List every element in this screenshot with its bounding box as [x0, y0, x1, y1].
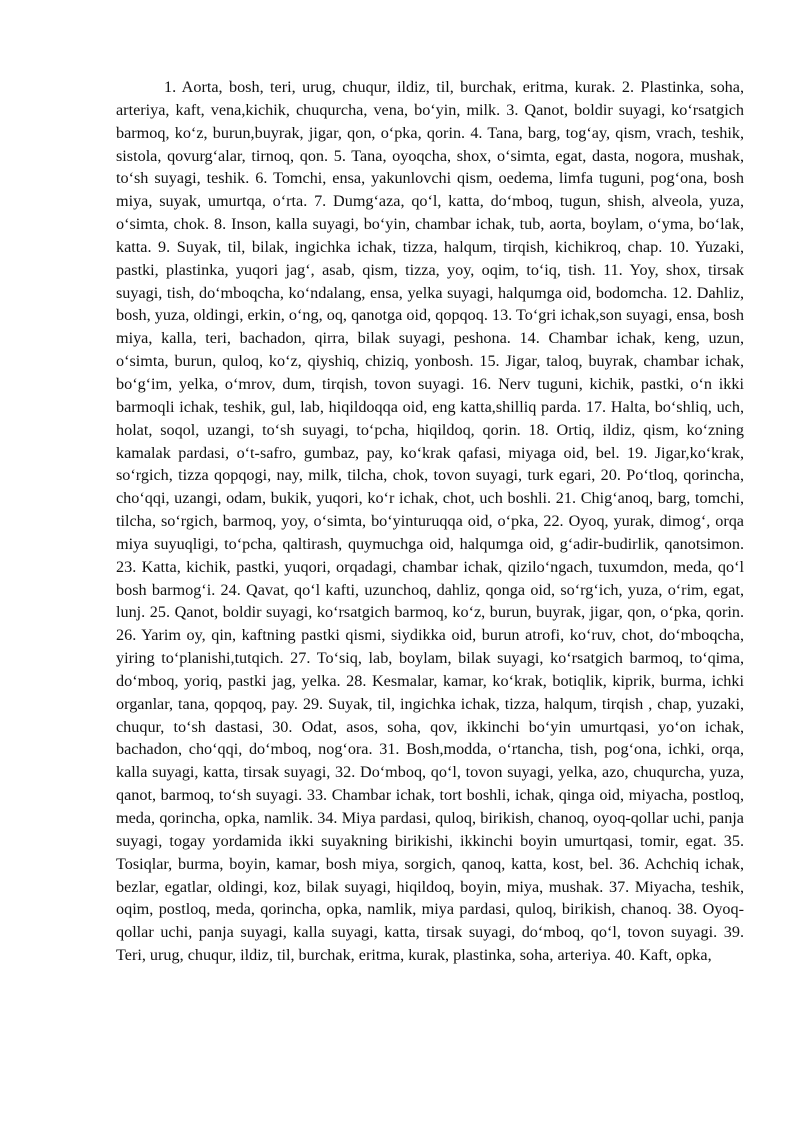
body-paragraph: 1. Aorta, bosh, teri, urug, chuqur, ildiz, til, burchak, eritma, kurak. 2. Plastinka, soha, arteriya, kaft, vena,kichik, chuqurcha, vena, bo‘yin, milk. 3. Qanot, boldir suyagi, ko‘rsatgich barmoq, ko‘z, burun,buyrak, jigar, qon, o‘pka, qorin. 4. Tana, barg, tog‘ay, qism, vrach, teshik, sistola, qovurg‘alar, tirnoq, qon. 5. Tana, oyoqcha, shox, o‘simta, egat, dasta, nogora, mushak, to‘sh suyagi, teshik. 6. Tomchi, ensa, yakunlovchi qism, oedema, limfa tuguni, pog‘ona, bosh miya, suyak, umurtqa, o‘rta. 7. Dumg‘aza, qo‘l, katta, do‘mboq, tugun, shish, alveola, yuza, o‘simta, chok. 8. Inson, kalla suyagi, bo‘yin, chambar ichak, tub, aorta, boylam, o‘yma, bo‘lak, katta. 9. Suyak, til, bilak, ingichka ichak, tizza, halqum, tirqish, kichikroq, chap. 10. Yuzaki, pastki, plastinka, yuqori jag‘, asab, qism, tizza, yoy, oqim, to‘iq, tish. 11. Yoy, shox, tirsak suyagi, tish, do‘mboqcha, ko‘ndalang, ensa, yelka suyagi, halqumga oid, bodomcha. 12. Dahliz, bosh, yuza, oldingi, erkin, o‘ng, oq, qanotga oid, qopqoq. 13. To‘gri ichak,son suyagi, ensa, bosh miya, kalla, teri, bachadon, qirra, bilak suyagi, peshona. 14. Chambar ichak, keng, uzun, o‘simta, burun, quloq, ko‘z, qiyshiq, chiziq, yonbosh. 15. Jigar, taloq, buyrak, chambar ichak, bo‘g‘im, yelka, o‘mrov, dum, tirqish, tovon suyagi. 16. Nerv tuguni, kichik, pastki, o‘n ikki barmoqli ichak, teshik, gul, lab, hiqildoqqa oid, eng katta,shilliq parda. 17. Halta, bo‘shliq, uch, holat, soqol, uzangi, to‘sh suyagi, to‘pcha, hiqildoq, qorin. 18. Ortiq, ildiz, qism, ko‘zning kamalak pardasi, o‘t-safro, gumbaz, pay, ko‘krak qafasi, miyaga oid, bel. 19. Jigar,ko‘krak, so‘rgich, tizza qopqogi, nay, milk, tilcha, chok, tovon suyagi, turk egari, 20. Po‘tloq, qorincha, cho‘qqi, uzangi, odam, bukik, yuqori, ko‘r ichak, chot, uch boshli. 21. Chig‘anoq, barg, tomchi, tilcha, so‘rgich, barmoq, yoy, o‘simta, bo‘yinturuqqa oid, o‘pka, 22. Oyoq, yurak, dimog‘, orqa miya suyuqligi, to‘pcha, qaltirash, quymuchga oid, halqumga oid, g‘adir-budirlik, qanotsimon. 23. Katta, kichik, pastki, yuqori, orqadagi, chambar ichak, qizilo‘ngach, tuxumdon, meda, qo‘l bosh barmog‘i. 24. Qavat, qo‘l kafti, uzunchoq, dahliz, qonga oid, so‘rg‘ich, yuza, o‘rim, egat, lunj. 25. Qanot, boldir suyagi, ko‘rsatgich barmoq, ko‘z, burun, buyrak, jigar, qon, o‘pka, qorin. 26. Yarim oy, qin, kaftning pastki qismi, siydikka oid, burun atrofi, ko‘ruv, chot, do‘mboqcha, yiring to‘planishi,tutqich. 27. To‘siq, lab, boylam, bilak suyagi, ko‘rsatgich barmoq, to‘qima, do‘mboq, yoriq, pastki jag, yelka. 28. Kesmalar, kamar, ko‘krak, botiqlik, kiprik, burma, ichki organlar, tana, qopqoq, pay. 29. Suyak, til, ingichka ichak, tizza, halqum, tirqish , chap, yuzaki, chuqur, to‘sh dastasi, 30. Odat, asos, soha, qov, ikkinchi bo‘yin umurtqasi, yo‘on ichak, bachadon, cho‘qqi, do‘mboq, nog‘ora. 31. Bosh,modda, o‘rtancha, tish, pog‘ona, ichki, orqa, kalla suyagi, katta, tirsak suyagi, 32. Do‘mboq, qo‘l, tovon suyagi, yelka, azo, chuqurcha, yuza, qanot, barmoq, to‘sh suyagi. 33. Chambar ichak, tort boshli, ichak, qinga oid, miyacha, postloq, meda, qorincha, opka, namlik. 34. Miya pardasi, quloq, birikish, chanoq, oyoq-qollar uchi, panja suyagi, togay yordamida ikki suyakning birikishi, ikkinchi boyin umurtqasi, tomir, egat. 35. Tosiqlar, burma, boyin, kamar, bosh miya, sorgich, qanoq, katta, kost, bel. 36. Achchiq ichak, bezlar, egatlar, oldingi, koz, bilak suyagi, hiqildoq, boyin, miya, mushak. 37. Miyacha, teshik, oqim, postloq, meda, qorincha, opka, namlik, miya pardasi, quloq, birikish, chanoq. 38. Oyoq-qollar uchi, panja suyagi, kalla suyagi, katta, tirsak suyagi, do‘mboq, qo‘l, tovon suyagi. 39. Teri, urug, chuqur, ildiz, til, burchak, eritma, kurak, plastinka, soha, arteriya. 40. Kaft, opka,: [116, 78, 744, 965]
